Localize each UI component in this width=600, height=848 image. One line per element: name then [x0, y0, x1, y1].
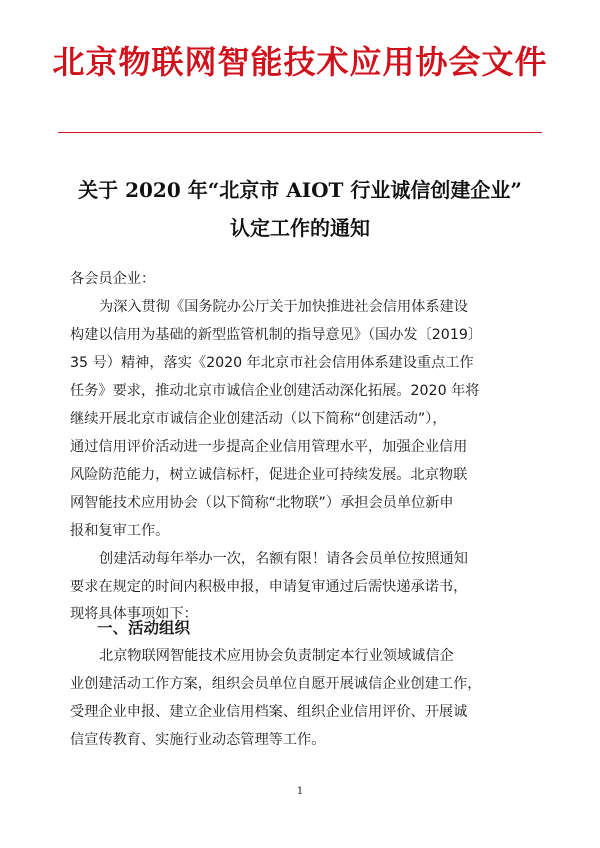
paragraph-3-line: 受理企业申报、建立企业信用档案、组织企业信用评价、开展诚 — [70, 704, 468, 720]
header-divider — [58, 132, 542, 133]
paragraph-1-line: 网智能技术应用协会（以下简称“北物联”）承担会员单位新申 — [70, 495, 454, 511]
paragraph-1-line: 继续开展北京市诚信企业创建活动（以下简称“创建活动”）， — [70, 411, 447, 427]
paragraph-3-line: 业创建活动工作方案，组织会员单位自愿开展诚信企业创建工作， — [70, 676, 482, 692]
document-title-line-1: 关于 2020 年“北京市 AIOT 行业诚信创建企业” — [78, 178, 522, 202]
salutation: 各会员企业： — [70, 271, 156, 287]
paragraph-2-line: 现将具体事项如下： — [70, 606, 198, 622]
document-title-line-2: 认定工作的通知 — [230, 216, 370, 240]
paragraph-3-line: 北京物联网智能技术应用协会负责制定本行业领域诚信企 — [99, 648, 454, 664]
section-heading-activity-organization: 一、活动组织 — [97, 619, 191, 637]
paragraph-1-line: 35 号）精神，落实《2020 年北京市社会信用体系建设重点工作 — [70, 355, 474, 371]
paragraph-1-line: 为深入贯彻《国务院办公厅关于加快推进社会信用体系建设 — [99, 299, 468, 315]
paragraph-3-line: 信宣传教育、实施行业动态管理等工作。 — [70, 732, 326, 748]
paragraph-1-line: 报和复审工作。 — [70, 523, 170, 539]
page-number: 1 — [296, 786, 304, 797]
paragraph-2-line: 创建活动每年举办一次，名额有限！请各会员单位按照通知 — [99, 551, 468, 567]
paragraph-1-line: 构建以信用为基础的新型监管机制的指导意见》（国办发〔2019〕 — [70, 327, 483, 343]
paragraph-1-line: 通过信用评价活动进一步提高企业信用管理水平，加强企业信用 — [70, 439, 468, 455]
paragraph-1-line: 任务》要求，推动北京市诚信企业创建活动深化拓展。2020 年将 — [70, 383, 480, 399]
paragraph-1-line: 风险防范能力，树立诚信标杆，促进企业可持续发展。北京物联 — [70, 467, 468, 483]
paragraph-2-line: 要求在规定的时间内积极申报，申请复审通过后需快递承诺书， — [70, 579, 468, 595]
header-title: 北京物联网智能技术应用协会文件 — [52, 43, 548, 81]
